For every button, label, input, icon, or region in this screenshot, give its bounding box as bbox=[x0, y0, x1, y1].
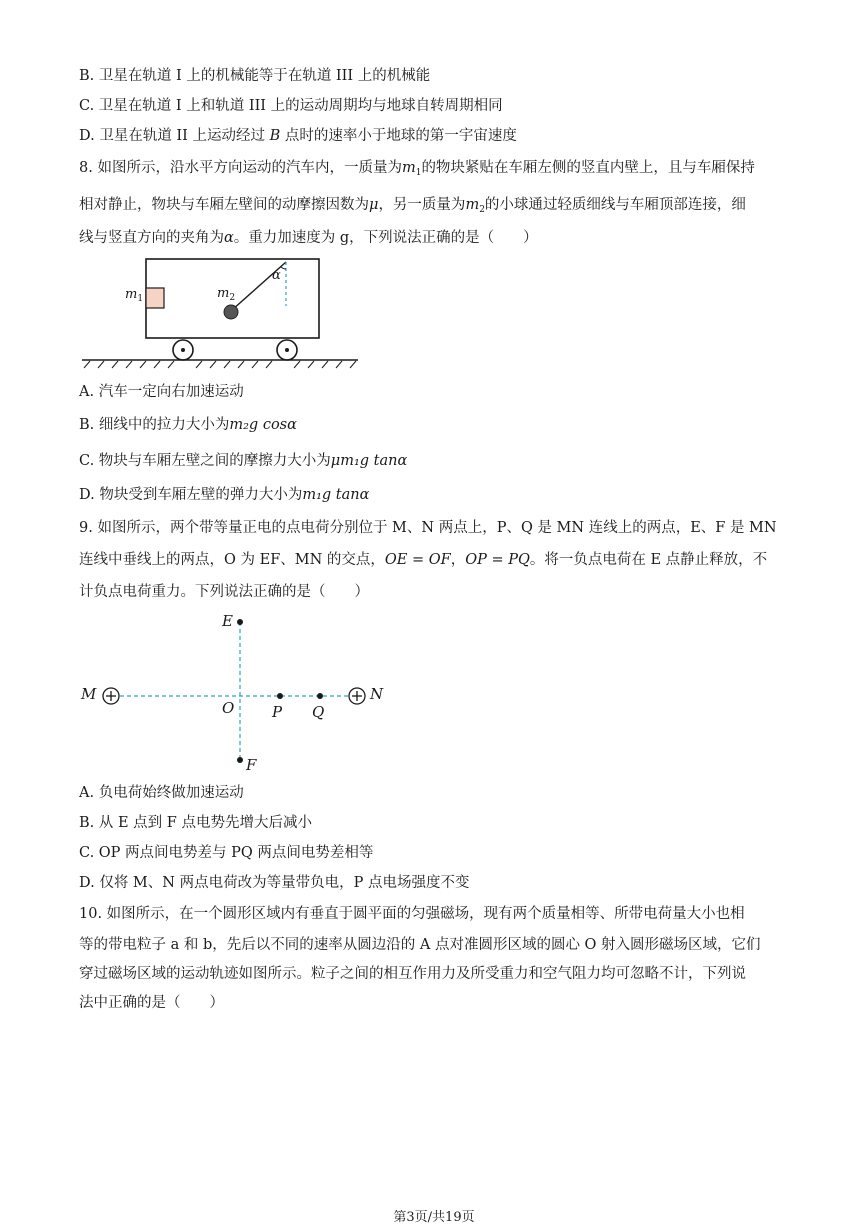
q7-option-b: B. 卫星在轨道 I 上的机械能等于在轨道 III 上的机械能 bbox=[79, 68, 431, 84]
q7-option-d: D. 卫星在轨道 II 上运动经过 B 点时的速率小于地球的第一宇宙速度 bbox=[79, 128, 517, 144]
q9-option-c: C. OP 两点间电势差与 PQ 两点间电势差相等 bbox=[79, 845, 374, 861]
point-f bbox=[237, 757, 243, 763]
point-e bbox=[237, 619, 243, 625]
label-f: F bbox=[246, 756, 257, 774]
q9-option-d: D. 仅将 M、N 两点电荷改为等量带负电，P 点电场强度不变 bbox=[79, 875, 470, 891]
point-q bbox=[317, 693, 323, 699]
label-q: Q bbox=[312, 703, 325, 721]
page-footer: 第3页/共19页 bbox=[393, 1210, 475, 1225]
q8-option-d: D. 物块受到车厢左壁的弹力大小为m₁g tanα bbox=[79, 487, 370, 503]
q8-stem-line-3: 线与竖直方向的夹角为α。重力加速度为 g，下列说法正确的是（ ） bbox=[79, 230, 538, 246]
q10-line-1: 10. 如图所示，在一个圆形区域内有垂直于圆平面的匀强磁场，现有两个质量相等、所带电荷量大小也相 bbox=[79, 906, 745, 922]
label-m2: $m_2$ bbox=[217, 286, 236, 303]
q7-option-c: C. 卫星在轨道 I 上和轨道 III 上的运动周期均与地球自转周期相同 bbox=[79, 98, 503, 114]
q10-line-2: 等的带电粒子 a 和 b，先后以不同的速率从圆边沿的 A 点对准圆形区域的圆心 O 射入圆形磁场区域，它们 bbox=[79, 937, 761, 953]
q10-line-3: 穿过磁场区域的运动轨迹如图所示。粒子之间的相互作用力及所受重力和空气阻力均可忽略不计，下列说 bbox=[79, 966, 746, 982]
q8-stem-line-2: 相对静止，物块与车厢左壁间的动摩擦因数为μ，另一质量为$m_2$的小球通过轻质细线与车厢顶部连接，细 bbox=[79, 197, 746, 215]
point-p bbox=[277, 693, 283, 699]
q8-option-a: A. 汽车一定向右加速运动 bbox=[79, 384, 244, 400]
q8-stem-line-1: 8. 如图所示，沿水平方向运动的汽车内，一质量为$m_1$的物块紧贴在车厢左侧的竖直内壁上，且与车厢保持 bbox=[79, 160, 755, 178]
q8-option-c: C. 物块与车厢左壁之间的摩擦力大小为μm₁g tanα bbox=[79, 453, 408, 469]
q9-stem-line-2: 连线中垂线上的两点，O 为 EF、MN 的交点，OE = OF，OP = PQ。将一负点电荷在 E 点静止释放，不 bbox=[79, 552, 768, 568]
q9-stem-line-3: 计负点电荷重力。下列说法正确的是（ ） bbox=[79, 584, 369, 600]
label-alpha: α bbox=[272, 268, 281, 283]
label-m1: $m_1$ bbox=[125, 287, 144, 304]
label-n: N bbox=[370, 685, 384, 703]
q8-option-b: B. 细线中的拉力大小为m₂g cosα bbox=[79, 417, 297, 433]
label-m: M bbox=[81, 685, 97, 703]
label-o: O bbox=[222, 699, 235, 717]
q10-line-4: 法中正确的是（ ） bbox=[79, 995, 224, 1011]
q9-option-a: A. 负电荷始终做加速运动 bbox=[79, 785, 244, 801]
q9-option-b: B. 从 E 点到 F 点电势先增大后减小 bbox=[79, 815, 312, 831]
label-p: P bbox=[272, 703, 283, 721]
q9-stem-line-1: 9. 如图所示，两个带等量正电的点电荷分别位于 M、N 两点上，P、Q 是 MN 连线上的两点，E、F 是 MN bbox=[79, 520, 777, 536]
label-e: E bbox=[222, 612, 233, 630]
